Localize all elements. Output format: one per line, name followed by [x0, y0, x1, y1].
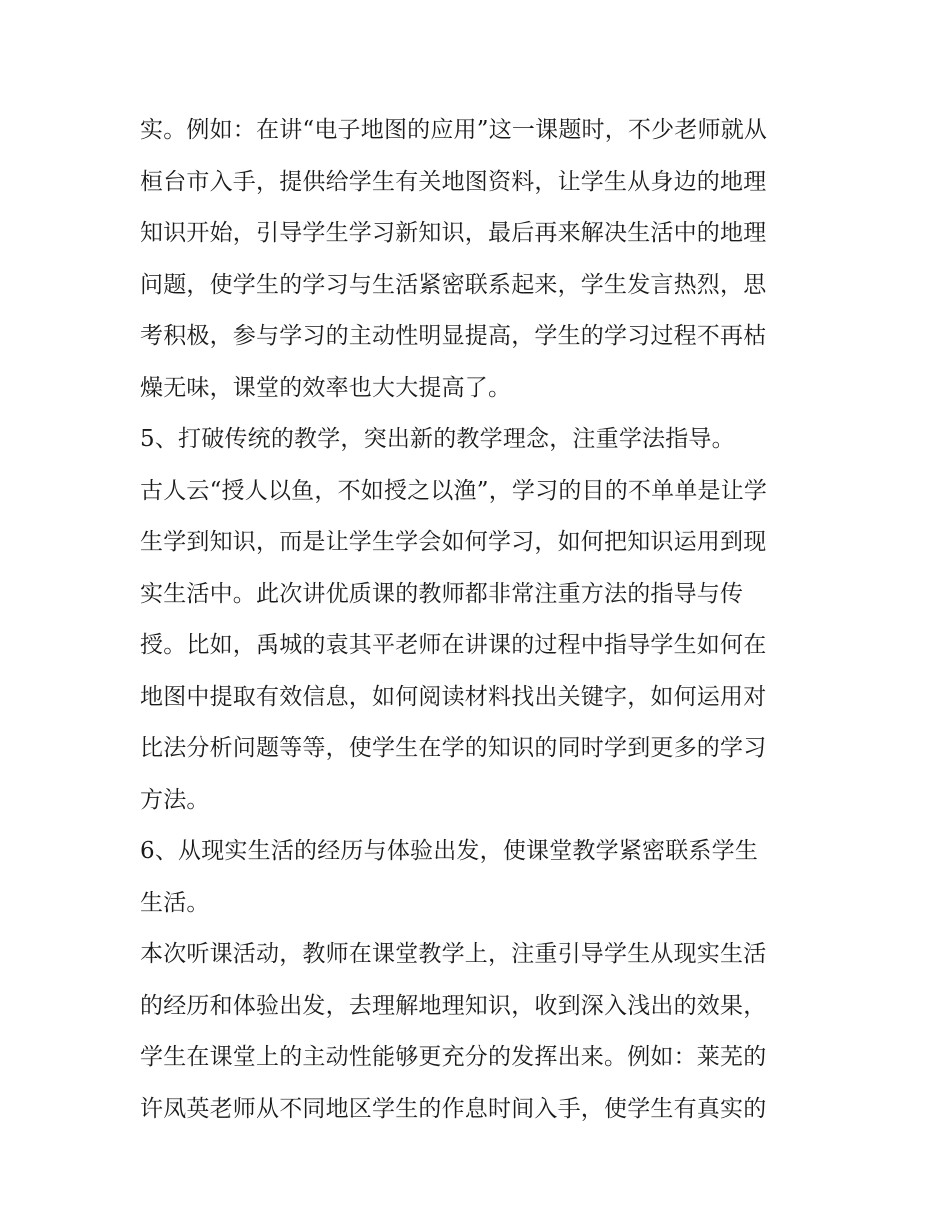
text-line-2: 桓台市入手，提供给学生有关地图资料，让学生从身边的地理: [140, 168, 767, 195]
text-line-1: 实。例如：在讲“电子地图的应用”这一课题时，不少老师就从: [140, 117, 768, 143]
section-heading-6: 6、从现实生活的经历与体验出发，使课堂教学紧密联系学生: [140, 838, 759, 864]
text-line-6: 燥无味，课堂的效率也大大提高了。: [140, 374, 512, 401]
text-line-14: 方法。: [140, 786, 210, 813]
body-text: [140, 105, 820, 1135]
text-line-5: 考积极，参与学习的主动性明显提高，学生的学习过程不再枯: [140, 323, 767, 349]
text-line-13: 比法分析问题等等，使学生在学的知识的同时学到更多的学习: [140, 735, 767, 761]
section-heading-6-cont: 生活。: [140, 889, 210, 916]
text-line-10: 实生活中。此次讲优质课的教师都非常注重方法的指导与传: [140, 580, 744, 607]
text-line-20: 许凤英老师从不同地区学生的作息时间入手，使学生有真实的: [140, 1095, 767, 1122]
text-line-18: 的经历和体验出发，去理解地理知识，收到深入浅出的效果，: [140, 992, 767, 1019]
text-line-17: 本次听课活动，教师在课堂教学上，注重引导学生从现实生活: [140, 941, 767, 967]
section-heading-5: 5、打破传统的教学，突出新的教学理念，注重学法指导。: [140, 426, 735, 452]
text-line-3: 知识开始，引导学生学习新知识，最后再来解决生活中的地理: [140, 220, 767, 246]
text-line-8: 古人云“授人以鱼，不如授之以渔”，学习的目的不单单是让学: [140, 477, 768, 504]
text-line-19: 学生在课堂上的主动性能够更充分的发挥出来。例如：莱芜的: [140, 1044, 767, 1070]
text-line-9: 生学到知识，而是让学生学会如何学习，如何把知识运用到现: [140, 529, 767, 555]
text-line-12: 地图中提取有效信息，如何阅读材料找出关键字，如何运用对: [140, 683, 767, 710]
text-line-11: 授。比如，禹城的袁其平老师在讲课的过程中指导学生如何在: [140, 632, 767, 658]
text-line-4: 问题，使学生的学习与生活紧密联系起来，学生发言热烈，思: [140, 271, 767, 298]
